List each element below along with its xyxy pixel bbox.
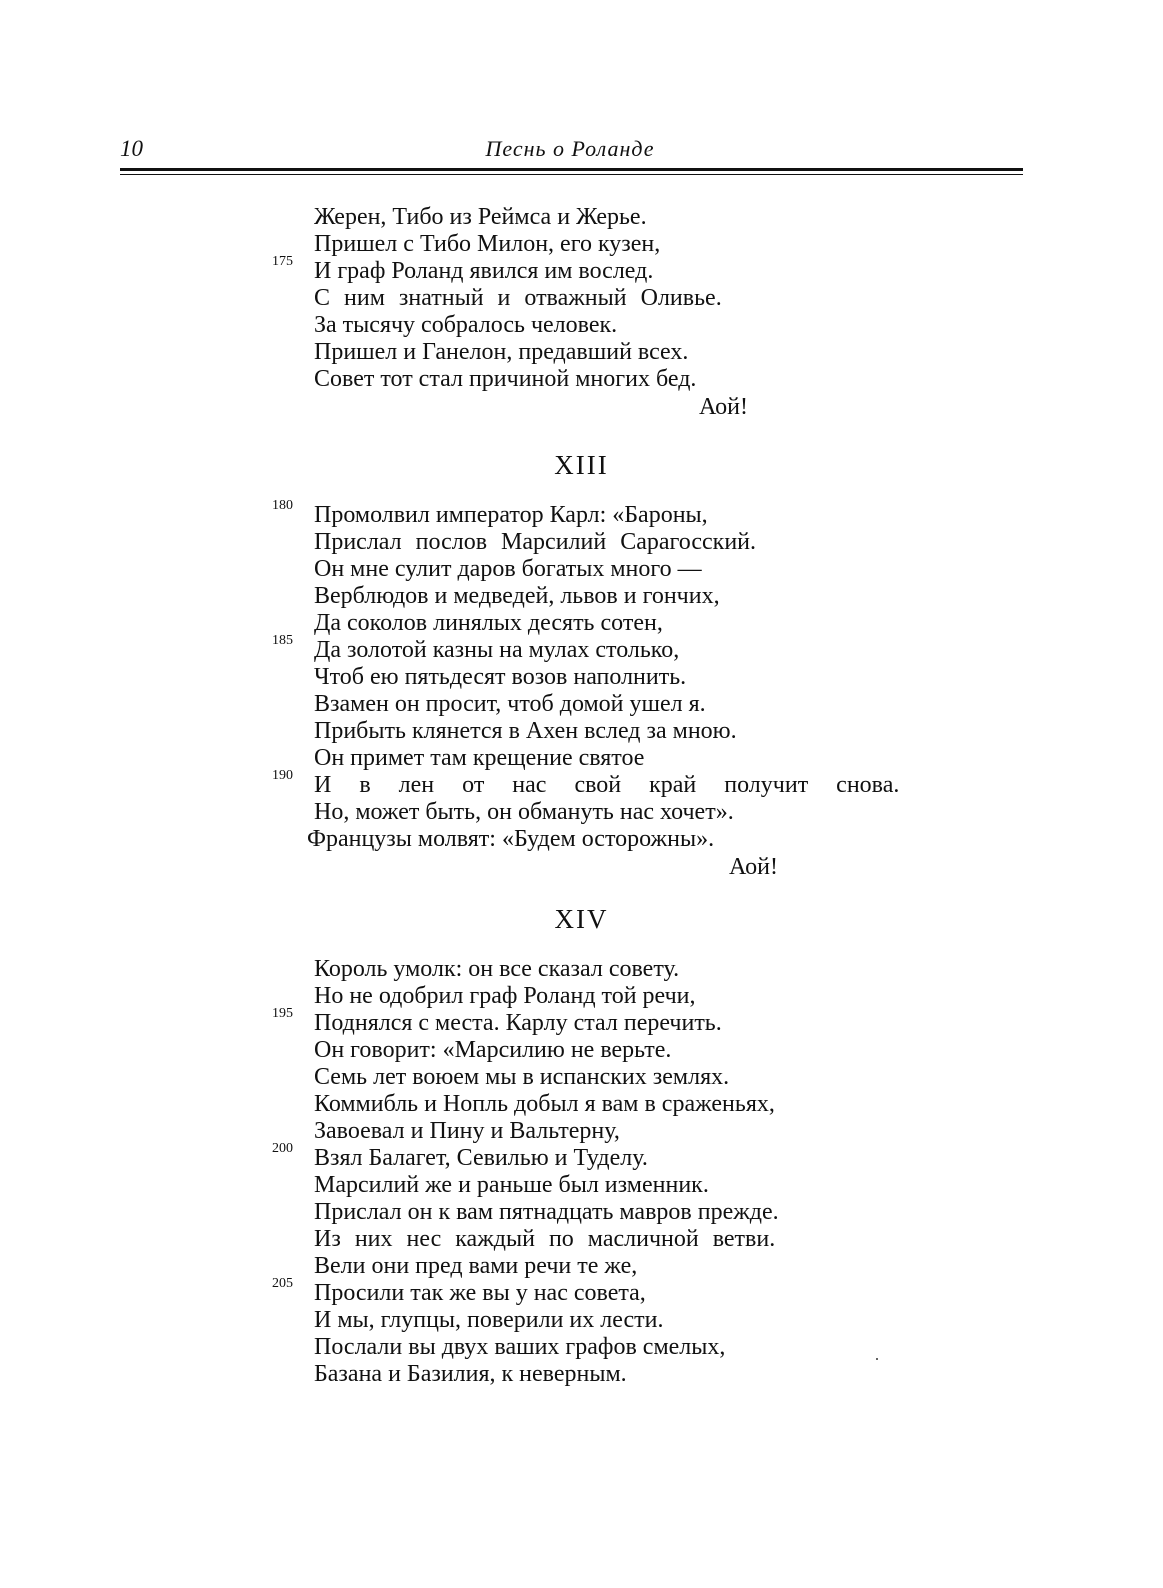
verse-line xyxy=(0,1226,1163,1253)
verse-line xyxy=(0,1334,1163,1361)
verse-line xyxy=(0,1361,1163,1388)
verse-line xyxy=(0,664,1163,691)
verse-text: Просили так же вы у нас совета, xyxy=(314,1280,646,1306)
verse-text: За тысячу собралось человек. xyxy=(314,312,618,338)
verse-line xyxy=(0,204,1163,231)
verse-line xyxy=(0,1141,1163,1172)
verse-text: Пришел с Тибо Милон, его кузен, xyxy=(314,231,661,257)
stanza-title-xiv: XIV xyxy=(554,904,609,934)
refrain xyxy=(0,853,778,881)
verse-line xyxy=(0,799,1163,826)
verse-line xyxy=(0,1276,1163,1307)
verse-line xyxy=(0,366,1163,393)
verse-text: Марсилий же и раньше был изменник. xyxy=(314,1172,709,1198)
verse-text: Промолвил император Карл: «Бароны, xyxy=(314,502,708,528)
verse-line xyxy=(0,583,1163,610)
verse-line xyxy=(0,1118,1163,1145)
verse-text: Базана и Базилия, к неверным. xyxy=(314,1361,627,1387)
verse-line xyxy=(0,633,1163,664)
line-number: 185 xyxy=(272,633,293,648)
verse-line xyxy=(0,1091,1163,1118)
line-number: 190 xyxy=(272,768,293,783)
verse-text: Пришел и Ганелон, предавший всех. xyxy=(314,339,689,365)
verse-text: Совет тот стал причиной многих бед. xyxy=(314,366,697,392)
verse-text: Из них нес каждый по масличной ветви. xyxy=(314,1226,776,1252)
page-number: 10 xyxy=(120,136,143,161)
verse-text: С ним знатный и отважный Оливье. xyxy=(314,285,722,311)
verse-line xyxy=(0,312,1163,339)
verse-text: Прислал послов Марсилий Сарагосский. xyxy=(314,529,757,555)
verse-line xyxy=(0,1307,1163,1334)
verse-line xyxy=(0,285,1163,312)
verse-text: Жерен, Тибо из Реймса и Жерье. xyxy=(314,204,647,230)
verse-text: Чтоб ею пятьдесят возов наполнить. xyxy=(314,664,687,690)
verse-text: Послали вы двух ваших графов смелых, xyxy=(314,1334,726,1360)
verse-text: Поднялся с места. Карлу стал перечить. xyxy=(314,1010,722,1036)
verse-text: Взамен он просит, чтоб домой ушел я. xyxy=(314,691,706,717)
stanza-title-xiii: XIII xyxy=(554,450,609,480)
verse-text: Французы молвят: «Будем осторожны». xyxy=(307,826,715,852)
verse-line xyxy=(0,1415,1163,1442)
verse-text: И граф Роланд явился им вослед. xyxy=(314,258,654,284)
verse-text: Завоевал и Пину и Вальтерну, xyxy=(314,1118,620,1144)
print-speck xyxy=(876,1358,878,1360)
verse-line xyxy=(0,610,1163,637)
verse-text: Коммибль и Нопль добыл я вам в сраженьях, xyxy=(314,1091,775,1117)
line-number: 175 xyxy=(272,254,293,269)
verse-text: Да золотой казны на мулах столько, xyxy=(314,637,680,663)
verse-line xyxy=(0,1172,1163,1199)
header-rule-thick xyxy=(120,168,1023,171)
verse-line xyxy=(0,556,1163,583)
verse-text: Но, может быть, он обмануть нас хочет». xyxy=(314,799,734,825)
verse-line xyxy=(0,1199,1163,1226)
verse-line xyxy=(0,1064,1163,1091)
verse-line xyxy=(0,339,1163,366)
verse-line xyxy=(0,1253,1163,1280)
refrain xyxy=(0,393,748,421)
verse-line xyxy=(0,254,1163,285)
verse-line xyxy=(0,498,1163,529)
verse-line xyxy=(0,1037,1163,1064)
verse-text: Семь лет воюем мы в испанских землях. xyxy=(314,1064,730,1090)
verse-text: И мы, глупцы, поверили их лести. xyxy=(314,1307,664,1333)
verse-line xyxy=(0,1006,1163,1037)
verse-text: Да соколов линялых десять сотен, xyxy=(314,610,663,636)
stanza-xii-end xyxy=(0,204,1163,421)
verse-text: Король умолк: он все сказал совету. xyxy=(314,956,680,982)
refrain-text: Аой! xyxy=(699,394,748,420)
verse-line xyxy=(0,718,1163,745)
verse-text: Но не одобрил граф Роланд той речи, xyxy=(314,983,696,1009)
verse-line xyxy=(0,691,1163,718)
running-head xyxy=(120,136,1020,166)
verse-line xyxy=(0,529,1163,556)
header-rule-thin xyxy=(120,174,1023,175)
running-title: Песнь о Роланде xyxy=(485,136,655,161)
refrain-text: Аой! xyxy=(729,854,778,880)
stanza-xiii xyxy=(0,498,1163,881)
verse-text: Прислал он к вам пятнадцать мавров прежде. xyxy=(314,1199,779,1225)
verse-line xyxy=(0,826,1163,853)
verse-text: Верблюдов и медведей, львов и гончих, xyxy=(314,583,720,609)
verse-text: Взял Балагет, Севилью и Туделу. xyxy=(314,1145,648,1171)
verse-line xyxy=(0,1388,1163,1415)
stanza-xiv xyxy=(0,956,1163,1442)
verse-line xyxy=(0,231,1163,258)
verse-text: И в лен от нас свой край получит снова. xyxy=(314,772,900,798)
line-number: 205 xyxy=(272,1276,293,1291)
verse-text: Он примет там крещение святое xyxy=(314,745,645,771)
verse-text: Прибыть клянется в Ахен вслед за мною. xyxy=(314,718,737,744)
verse-text: Он говорит: «Марсилию не верьте. xyxy=(314,1037,672,1063)
line-number: 200 xyxy=(272,1141,293,1156)
line-number: 195 xyxy=(272,1006,293,1021)
verse-line xyxy=(0,983,1163,1010)
line-number: 180 xyxy=(272,498,293,513)
verse-line xyxy=(0,768,1163,799)
verse-text: Вели они пред вами речи те же, xyxy=(314,1253,638,1279)
verse-text: Он мне сулит даров богатых много — xyxy=(314,556,702,582)
verse-line xyxy=(0,956,1163,983)
verse-line xyxy=(0,745,1163,772)
